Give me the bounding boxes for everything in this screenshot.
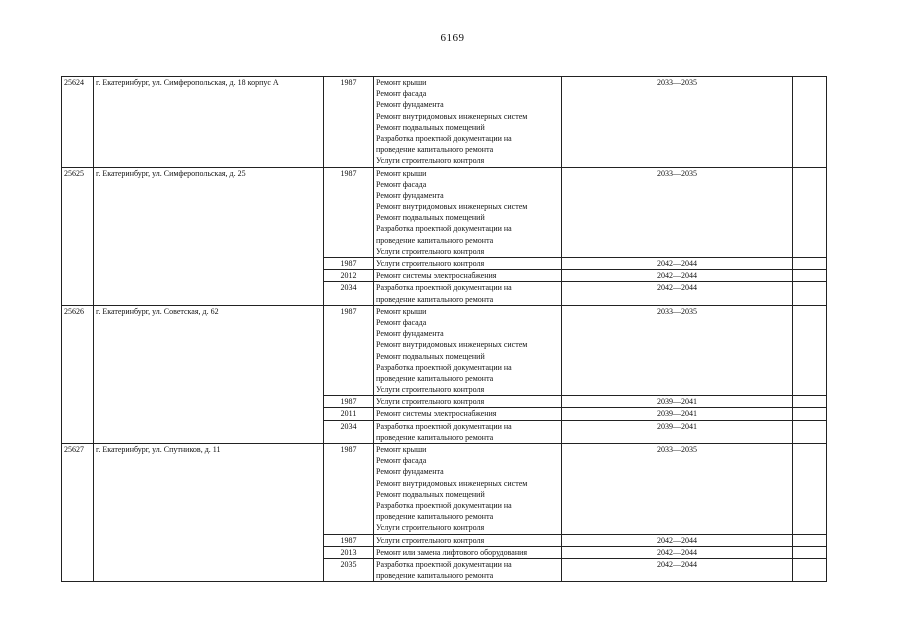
year-cell: 2012 — [324, 270, 374, 282]
period-cell: 2033—2035 — [562, 77, 793, 168]
empty-cell — [793, 305, 827, 396]
work-item: Ремонт подвальных помещений — [376, 122, 485, 132]
work-item: Ремонт фасада — [376, 89, 427, 99]
work-item: Ремонт крыши — [376, 306, 427, 316]
empty-cell — [793, 534, 827, 546]
work-item: Ремонт фундамента — [376, 329, 444, 339]
works-cell — [374, 408, 562, 420]
work-item: Ремонт крыши — [376, 78, 427, 87]
work-item: проведение капитального ремонта — [376, 294, 494, 304]
work-item: Услуги строительного контроля — [376, 246, 485, 256]
works-cell — [374, 282, 562, 305]
table-row — [62, 305, 827, 396]
work-item: Разработка проектной документации на — [376, 501, 512, 510]
work-item: проведение капитального ремонта — [376, 432, 494, 442]
work-item: Разработка проектной документации на — [376, 133, 512, 143]
works-cell — [374, 270, 562, 282]
empty-cell — [793, 258, 827, 270]
period-cell: 2042—2044 — [562, 558, 793, 581]
work-item: Услуги строительного контроля — [376, 385, 485, 395]
year-cell: 2034 — [324, 282, 374, 305]
page-number: 6169 — [440, 32, 465, 44]
year-cell: 2013 — [324, 546, 374, 558]
work-item: Ремонт внутридомовых инженерных систем — [376, 478, 528, 488]
repair-schedule-table — [61, 76, 827, 582]
work-item: Услуги строительного контроля — [376, 535, 485, 545]
object-number: 25626 — [62, 305, 94, 443]
period-cell: 2039—2041 — [562, 408, 793, 420]
year-cell: 1987 — [324, 77, 374, 168]
works-cell — [374, 77, 562, 168]
period-cell: 2042—2044 — [562, 546, 793, 558]
work-item: Ремонт системы электроснабжения — [376, 271, 497, 281]
period-cell: 2042—2044 — [562, 282, 793, 305]
work-item: Услуги строительного контроля — [376, 397, 485, 407]
work-item: Ремонт подвальных помещений — [376, 351, 485, 361]
work-item: проведение капитального ремонта — [376, 145, 494, 155]
works-cell — [374, 444, 562, 535]
period-cell: 2033—2035 — [562, 167, 793, 258]
period-cell: 2033—2035 — [562, 305, 793, 396]
period-cell: 2042—2044 — [562, 258, 793, 270]
work-item: Ремонт внутридомовых инженерных систем — [376, 111, 528, 121]
table-row — [62, 444, 827, 535]
empty-cell — [793, 282, 827, 305]
object-address: г. Екатеринбург, ул. Спутников, д. 11 — [94, 444, 324, 582]
works-cell — [374, 305, 562, 396]
work-item: Разработка проектной документации на — [376, 421, 512, 431]
object-number: 25624 — [62, 77, 94, 168]
work-item: Ремонт фасада — [376, 179, 427, 189]
year-cell: 1987 — [324, 167, 374, 258]
works-cell — [374, 396, 562, 408]
works-cell — [374, 167, 562, 258]
works-cell — [374, 534, 562, 546]
empty-cell — [793, 546, 827, 558]
work-item: Услуги строительного контроля — [376, 523, 485, 533]
object-address: г. Екатеринбург, ул. Советская, д. 62 — [94, 305, 324, 443]
empty-cell — [793, 167, 827, 258]
work-item: Разработка проектной документации на — [376, 283, 512, 293]
work-item: Ремонт подвальных помещений — [376, 213, 485, 223]
period-cell: 2039—2041 — [562, 396, 793, 408]
work-item: проведение капитального ремонта — [376, 373, 494, 383]
period-cell: 2042—2044 — [562, 534, 793, 546]
works-cell — [374, 420, 562, 443]
works-cell — [374, 258, 562, 270]
work-item: проведение капитального ремонта — [376, 512, 494, 522]
empty-cell — [793, 396, 827, 408]
work-item: проведение капитального ремонта — [376, 571, 494, 581]
object-number: 25627 — [62, 444, 94, 582]
period-cell: 2039—2041 — [562, 420, 793, 443]
work-item: Услуги строительного контроля — [376, 156, 485, 166]
period-cell: 2042—2044 — [562, 270, 793, 282]
object-number: 25625 — [62, 167, 94, 305]
work-item: Ремонт внутридомовых инженерных систем — [376, 202, 528, 212]
empty-cell — [793, 444, 827, 535]
year-cell: 2034 — [324, 420, 374, 443]
year-cell: 1987 — [324, 534, 374, 546]
work-item: Ремонт системы электроснабжения — [376, 409, 497, 419]
work-item: Ремонт фундамента — [376, 467, 444, 477]
year-cell: 1987 — [324, 396, 374, 408]
work-item: Ремонт фасада — [376, 456, 427, 466]
year-cell: 1987 — [324, 305, 374, 396]
object-address: г. Екатеринбург, ул. Симферопольская, д. 25 — [94, 167, 324, 305]
work-item: Услуги строительного контроля — [376, 259, 485, 268]
work-item: Разработка проектной документации на — [376, 224, 512, 234]
work-item: Ремонт внутридомовых инженерных систем — [376, 340, 528, 350]
year-cell: 2011 — [324, 408, 374, 420]
empty-cell — [793, 558, 827, 581]
work-item: Ремонт или замена лифтового оборудования — [376, 547, 528, 557]
work-item: Ремонт крыши — [376, 168, 427, 178]
work-item: проведение капитального ремонта — [376, 235, 494, 245]
work-item: Ремонт фасада — [376, 317, 427, 327]
work-item: Разработка проектной документации на — [376, 559, 512, 569]
object-address: г. Екатеринбург, ул. Симферопольская, д. 18 корпус А — [94, 77, 324, 168]
work-item: Разработка проектной документации на — [376, 362, 512, 372]
table-body — [62, 77, 827, 582]
work-item: Ремонт крыши — [376, 445, 427, 455]
works-cell — [374, 558, 562, 581]
empty-cell — [793, 420, 827, 443]
work-item: Ремонт подвальных помещений — [376, 489, 485, 499]
work-item: Ремонт фундамента — [376, 190, 444, 200]
empty-cell — [793, 77, 827, 168]
year-cell: 2035 — [324, 558, 374, 581]
empty-cell — [793, 408, 827, 420]
period-cell: 2033—2035 — [562, 444, 793, 535]
table-row — [62, 167, 827, 258]
work-item: Ремонт фундамента — [376, 100, 444, 110]
works-cell — [374, 546, 562, 558]
year-cell: 1987 — [324, 258, 374, 270]
year-cell: 1987 — [324, 444, 374, 535]
empty-cell — [793, 270, 827, 282]
table-row — [62, 77, 827, 168]
